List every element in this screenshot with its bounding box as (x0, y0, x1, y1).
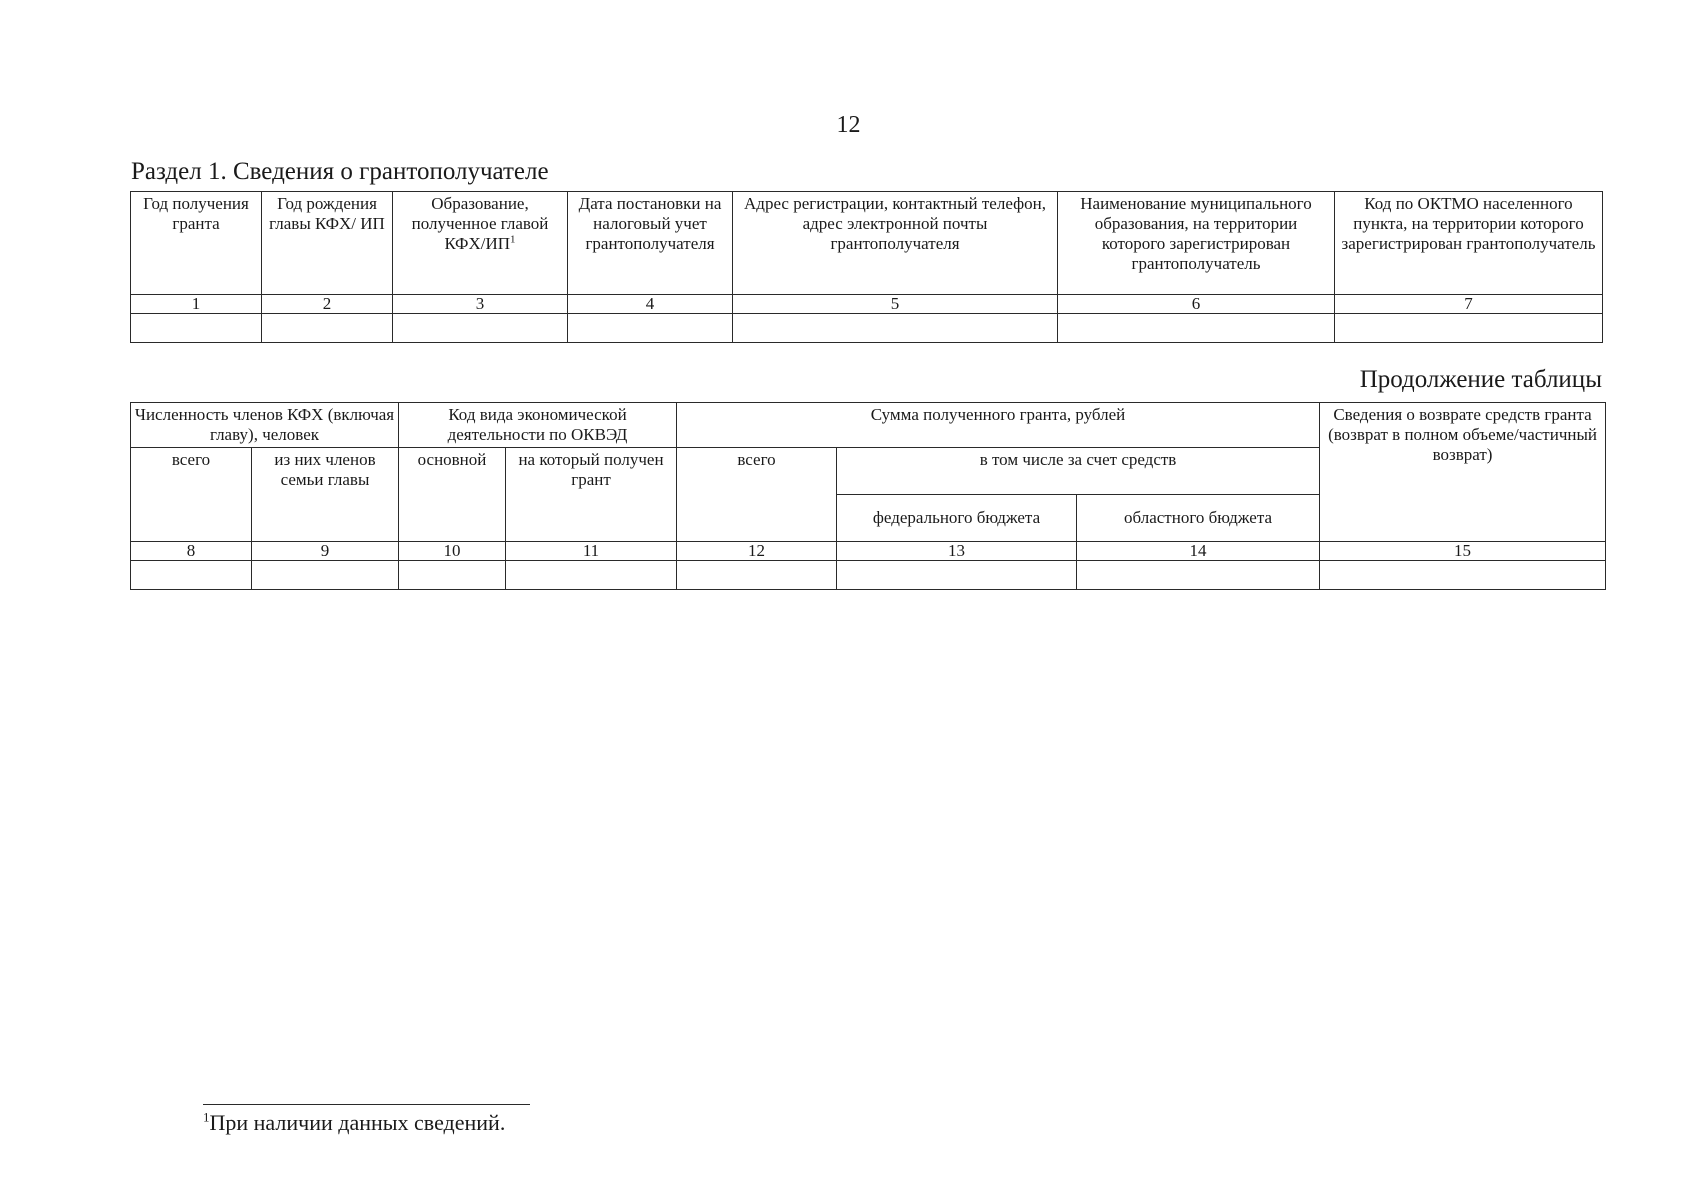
column-number: 7 (1335, 295, 1603, 314)
header-oktmo-code: Код по ОКТМО населенного пункта, на территории которого зарегистрирован грантополучатель (1335, 192, 1603, 295)
header-federal-budget: федерального бюджета (837, 495, 1077, 542)
header-members-count: Численность членов КФХ (включая главу), человек (131, 403, 399, 448)
column-number: 12 (677, 542, 837, 561)
header-tax-registration-date: Дата постановки на налоговый учет грантополучателя (568, 192, 733, 295)
header-education-label: Образование, полученное главой КФХ/ИП (411, 194, 549, 253)
header-grant-sum: Сумма полученного гранта, рублей (677, 403, 1320, 448)
empty-cell (131, 561, 252, 590)
page-number: 12 (836, 112, 861, 138)
header-sum-including: в том числе за счет средств (837, 448, 1320, 495)
continuation-label: Продолжение таблицы (1359, 366, 1602, 393)
column-number: 4 (568, 295, 733, 314)
empty-cell (1320, 561, 1606, 590)
column-number: 3 (393, 295, 568, 314)
column-number: 14 (1077, 542, 1320, 561)
empty-data-row (131, 561, 1606, 590)
header-address-contacts: Адрес регистрации, контактный телефон, адрес электронной почты грантополучателя (733, 192, 1058, 295)
column-number: 13 (837, 542, 1077, 561)
empty-cell (1335, 314, 1603, 343)
column-number: 2 (262, 295, 393, 314)
empty-cell (733, 314, 1058, 343)
empty-cell (1058, 314, 1335, 343)
column-number: 9 (252, 542, 399, 561)
column-number: 5 (733, 295, 1058, 314)
grantee-info-table-continued (130, 402, 1606, 590)
empty-cell (506, 561, 677, 590)
footnote-text: При наличии данных сведений. (209, 1110, 506, 1135)
header-okved-code: Код вида экономической деятельности по ОКВЭД (399, 403, 677, 448)
empty-cell (131, 314, 262, 343)
footnote-separator (203, 1104, 530, 1105)
column-number: 1 (131, 295, 262, 314)
header-members-family: из них членов семьи главы (252, 448, 399, 542)
empty-cell (399, 561, 506, 590)
column-number-row (131, 295, 1603, 314)
footnote-marker: 1 (203, 1109, 210, 1125)
header-okved-grant: на который получен грант (506, 448, 677, 542)
column-number: 10 (399, 542, 506, 561)
table-header-row (131, 403, 1606, 448)
table-header-row (131, 192, 1603, 295)
header-refund-info: Сведения о возврате средств гранта (возврат в полном объеме/частичный возврат) (1320, 403, 1606, 542)
section-title: Раздел 1. Сведения о грантополучателе (131, 158, 549, 185)
empty-cell (262, 314, 393, 343)
header-sum-total: всего (677, 448, 837, 542)
empty-cell (677, 561, 837, 590)
footnote (203, 1110, 505, 1136)
empty-cell (252, 561, 399, 590)
column-number: 8 (131, 542, 252, 561)
header-education (393, 192, 568, 295)
header-birth-year: Год рождения главы КФХ/ ИП (262, 192, 393, 295)
column-number: 15 (1320, 542, 1606, 561)
header-members-total: всего (131, 448, 252, 542)
footnote-ref: 1 (510, 233, 516, 246)
empty-cell (393, 314, 568, 343)
column-number: 11 (506, 542, 677, 561)
header-grant-year: Год получения гранта (131, 192, 262, 295)
column-number: 6 (1058, 295, 1335, 314)
empty-cell (1077, 561, 1320, 590)
header-municipality: Наименование муниципального образования, на территории которого зарегистрирован грантополучатель (1058, 192, 1335, 295)
header-okved-main: основной (399, 448, 506, 542)
header-regional-budget: областного бюджета (1077, 495, 1320, 542)
empty-data-row (131, 314, 1603, 343)
grantee-info-table (130, 191, 1603, 343)
column-number-row (131, 542, 1606, 561)
empty-cell (837, 561, 1077, 590)
empty-cell (568, 314, 733, 343)
